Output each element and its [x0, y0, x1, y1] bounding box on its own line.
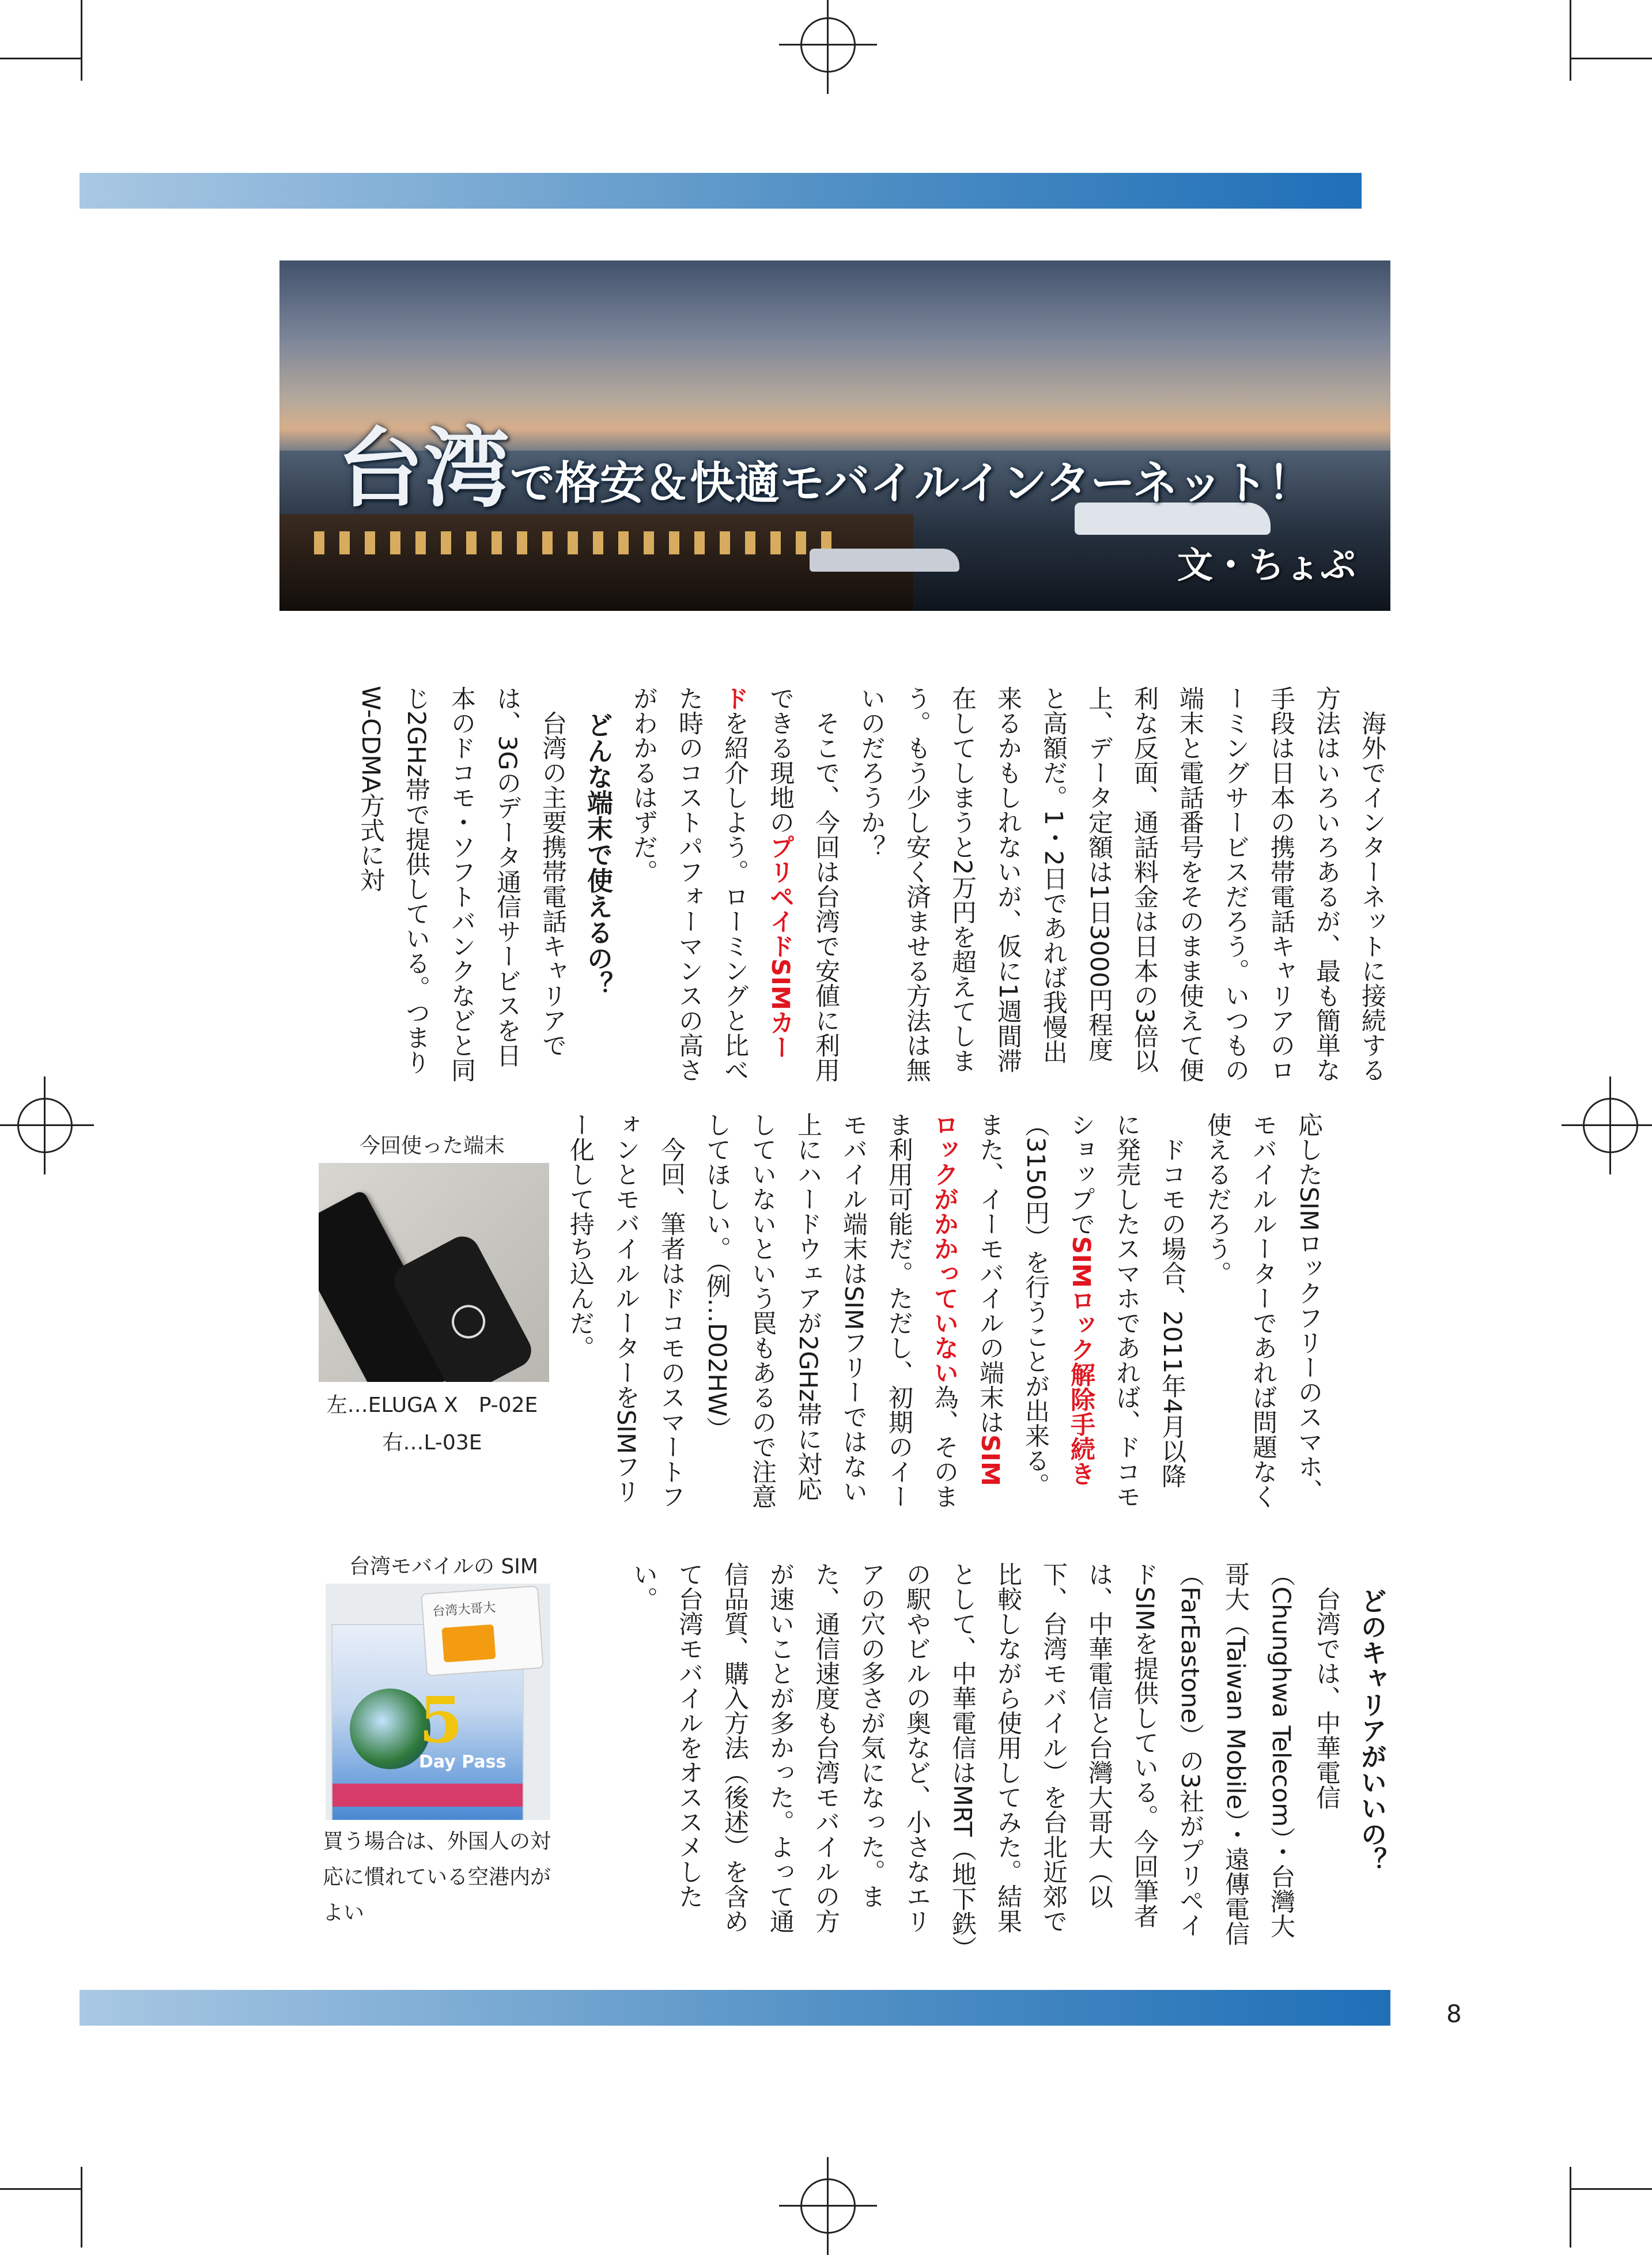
paragraph: [694, 1112, 1194, 1510]
highlight-no-sim-lock: SIMロックがかかっていない: [930, 1112, 1004, 1486]
paragraph: [621, 686, 848, 1083]
registration-mark-top: [800, 17, 856, 73]
registration-mark-right: [1583, 1098, 1638, 1153]
bottom-decorative-bar: [80, 1990, 1390, 2026]
paragraph: 台湾の主要携帯電話キャリアでは、3Gのデータ通信サービスを日本のドコモ・ソフトバンクなどと同じ2GHz帯で提供している。つまりW-CDMA方式に対: [356, 686, 567, 1082]
title-big: 台湾: [337, 418, 511, 519]
sim-chip: [441, 1625, 496, 1663]
sim-photo: [326, 1584, 550, 1820]
crop-mark: [0, 2188, 81, 2190]
highlight-sim-unlock: SIMロック解除手続き: [1067, 1236, 1095, 1486]
package-band: [332, 1784, 523, 1807]
text-run: 為、そのまま利用可能だ。ただし、初期のイーモバイル端末はSIMフリーではない上にハードウェアが2GHz帯に対応していないという罠もあるので注意してほしい。（例…D02HW）: [702, 1112, 959, 1509]
crop-mark: [1571, 2188, 1652, 2190]
paragraph: 海外でインターネットに接続する方法はいろいろあるが、最も簡単な手段は日本の携帯電話キャリアのローミングサービスだろう。いつもの端末と電話番号をそのまま使えて便利な反面、通話料金は日本の3倍以上、データ定額は1日3000円程度と高額だ。1・2日であれば我慢出来るかもしれないが、仮に1週間滞在してしまうと2万円を超えてしまう。もう少し安く済ませる方法は無いのだろうか？: [857, 686, 1386, 1082]
registration-mark-bottom: [800, 2178, 856, 2234]
highlight-prepaid-sim: プリペイドSIMカード: [720, 686, 795, 1060]
crop-mark: [81, 2167, 82, 2248]
article-title: [337, 399, 1313, 523]
registration-mark-left: [17, 1098, 73, 1153]
top-decorative-bar: [80, 173, 1362, 209]
day-pass-label: Day Pass: [419, 1752, 506, 1772]
text-column-2: [566, 1112, 1331, 1510]
sim-card: [421, 1585, 544, 1676]
harbor-lights: [314, 531, 833, 554]
figure1-caption-right: 右…L-03E: [382, 1431, 482, 1455]
globe-graphic: [350, 1689, 430, 1769]
crop-mark: [1570, 2167, 1571, 2248]
text-run: ドコモの場合、2011年4月以降に発売したスマホであれば、ドコモショップで: [1067, 1112, 1186, 1509]
paragraph: 台湾では、中華電信（Chunghwa Telecom）・台灣大哥大（Taiwan Mobile）・遠傳電信（FarEastone）の3社がプリペイドSIMを提供している。今回筆者は、中華電信と台灣大哥大（以下、台湾モバイル）を台北近郊で比較しながら使用してみた。結果として、中華電信はMRT（地下鉄）の駅やビルの奥など、小さなエリアの穴の多さが気になった。また、通信速度も台湾モバイルの方が速いことが多かった。よって通信品質、購入方法（後述）を含めて台湾モバイルをオススメしたい。: [629, 1562, 1341, 1948]
page-number: 8: [1446, 2000, 1462, 2028]
figure1-caption-left: 左…ELUGA X P-02E: [326, 1393, 538, 1417]
text-run: （3150円）を行うことが出来る。また、イーモバイルの端末は: [976, 1112, 1050, 1498]
crop-mark: [0, 58, 81, 59]
small-boat: [810, 549, 959, 572]
paragraph: 応したSIMロックフリーのスマホ、モバイルルーターであれば問題なく使えるだろう。: [1203, 1112, 1323, 1509]
section-heading: どんな端末で使えるの？: [583, 712, 613, 997]
byline: 文・ちょぷ: [1177, 544, 1356, 586]
text-run: そこで、今回は台湾で安値に利用できる現地の: [766, 686, 840, 1082]
figure2-title: 台湾モバイルの SIM: [349, 1555, 538, 1578]
carrier-logo: 台湾大哥大: [432, 1600, 497, 1619]
header-photo: [279, 260, 1390, 611]
section-heading: どのキャリアがいいの？: [1356, 1588, 1387, 1873]
figure2-caption: 買う場合は、外国人の対応に慣れている空港内がよい: [323, 1830, 551, 1925]
text-column-3: [576, 1562, 1394, 1954]
paragraph: 今回、筆者はドコモのスマートフォンとモバイルルーターをSIMフリー化して持ち込んだ。: [566, 1112, 686, 1509]
five-day-graphic: 5: [419, 1683, 463, 1757]
text-column-1: [271, 686, 1394, 1083]
crop-mark: [1570, 0, 1571, 81]
text-run: を紹介しよう。ローミングと比べた時のコストパフォーマンスの高さがわかるはずだ。: [629, 686, 749, 1082]
figure1-title: 今回使った端末: [359, 1134, 505, 1158]
crop-mark: [81, 0, 82, 81]
crop-mark: [1571, 58, 1652, 59]
title-rest: で格安＆快適モバイルインターネット！: [510, 458, 1313, 509]
device-photo: [319, 1163, 549, 1382]
